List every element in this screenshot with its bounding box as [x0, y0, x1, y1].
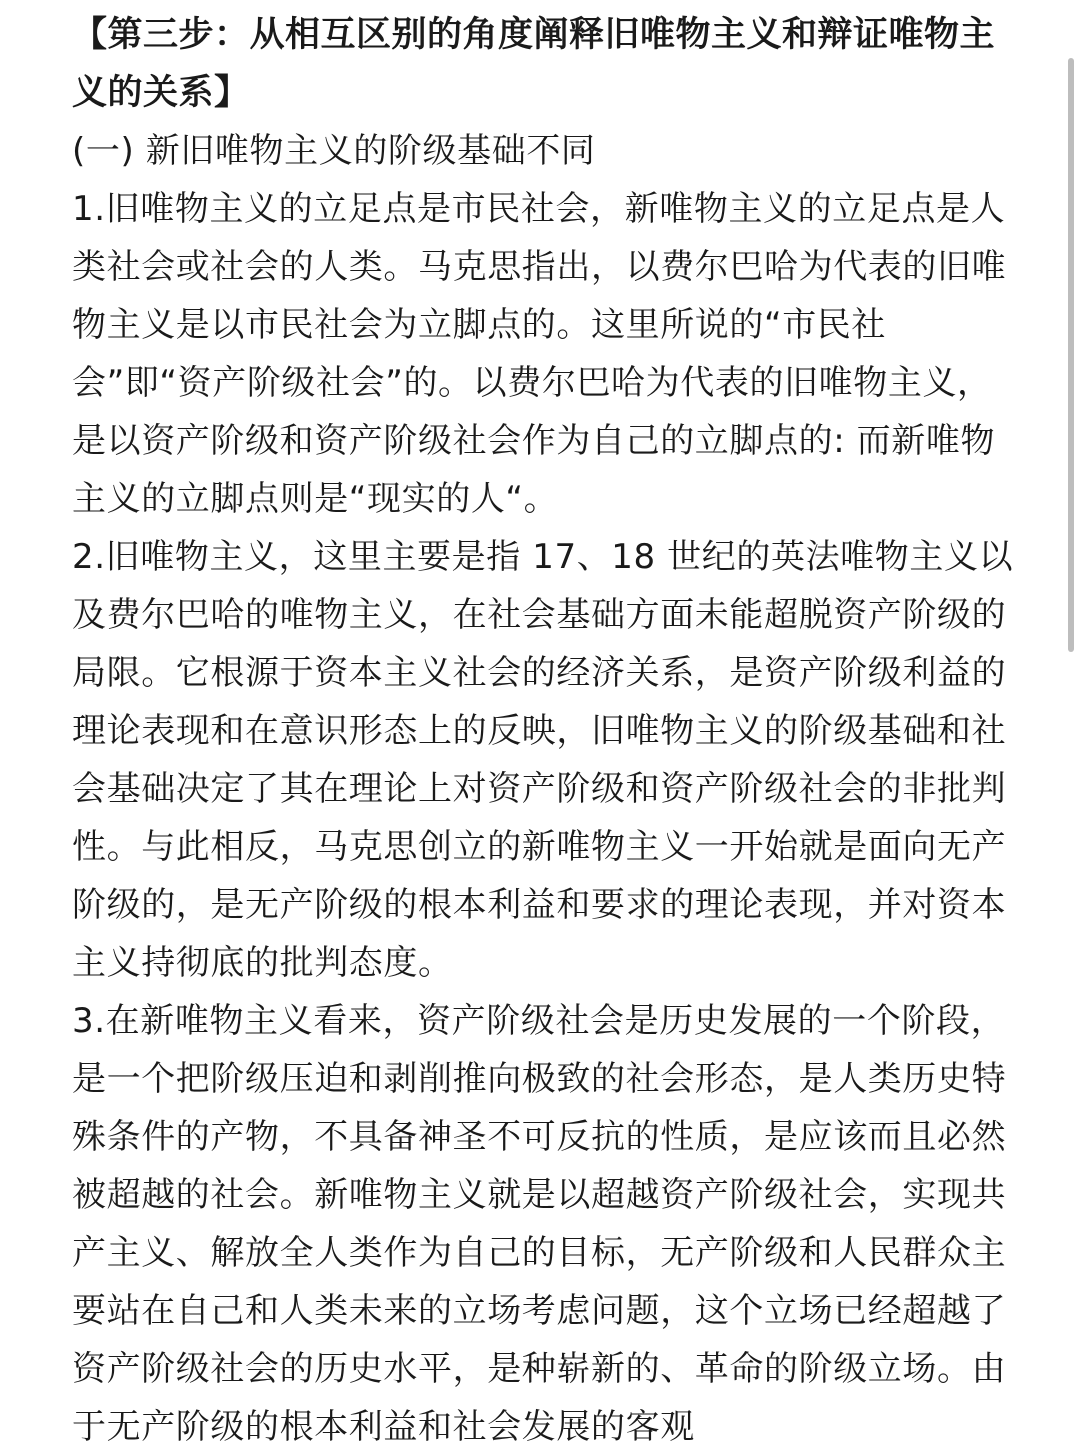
- section-heading: (一) 新旧唯物主义的阶级基础不同: [72, 131, 596, 171]
- document-page: [72, 6, 1017, 1456]
- paragraph-3: 3.在新唯物主义看来，资产阶级社会是历史发展的一个阶段，是一个把阶级压迫和剥削推向极致的社会形态，是人类历史特殊条件的产物，不具备神圣不可反抗的性质，是应该而且必然被超越的社会。新唯物主义就是以超越资产阶级社会，实现共产主义、解放全人类作为自己的目标，无产阶级和人民群众主要站在自己和人类未来的立场考虑问题，这个立场已经超越了资产阶级社会的历史水平，是种崭新的、革命的阶级立场。由于无产阶级的根本利益和社会发展的客观: [72, 1001, 1007, 1447]
- document-title: 【第三步：从相互区别的角度阐释旧唯物主义和辩证唯物主义的关系】: [72, 15, 996, 113]
- scrollbar-thumb[interactable]: [1068, 58, 1074, 652]
- paragraph-1: 1.旧唯物主义的立足点是市民社会，新唯物主义的立足点是人类社会或社会的人类。马克思指出，以费尔巴哈为代表的旧唯物主义是以市民社会为立脚点的。这里所说的“市民社会”即“资产阶级社会”的。以费尔巴哈为代表的旧唯物主义，是以资产阶级和资产阶级社会作为自己的立脚点的: 而新唯物主义的立脚点则是“现实的人“。: [72, 189, 1007, 519]
- paragraph-2: 2.旧唯物主义，这里主要是指 17、18 世纪的英法唯物主义以及费尔巴哈的唯物主义，在社会基础方面未能超脱资产阶级的局限。它根源于资本主义社会的经济关系，是资产阶级利益的理论表现和在意识形态上的反映，旧唯物主义的阶级基础和社会基础决定了其在理论上对资产阶级和资产阶级社会的非批判性。与此相反，马克思创立的新唯物主义一开始就是面向无产阶级的，是无产阶级的根本利益和要求的理论表现，并对资本主义持彻底的批判态度。: [72, 537, 1014, 983]
